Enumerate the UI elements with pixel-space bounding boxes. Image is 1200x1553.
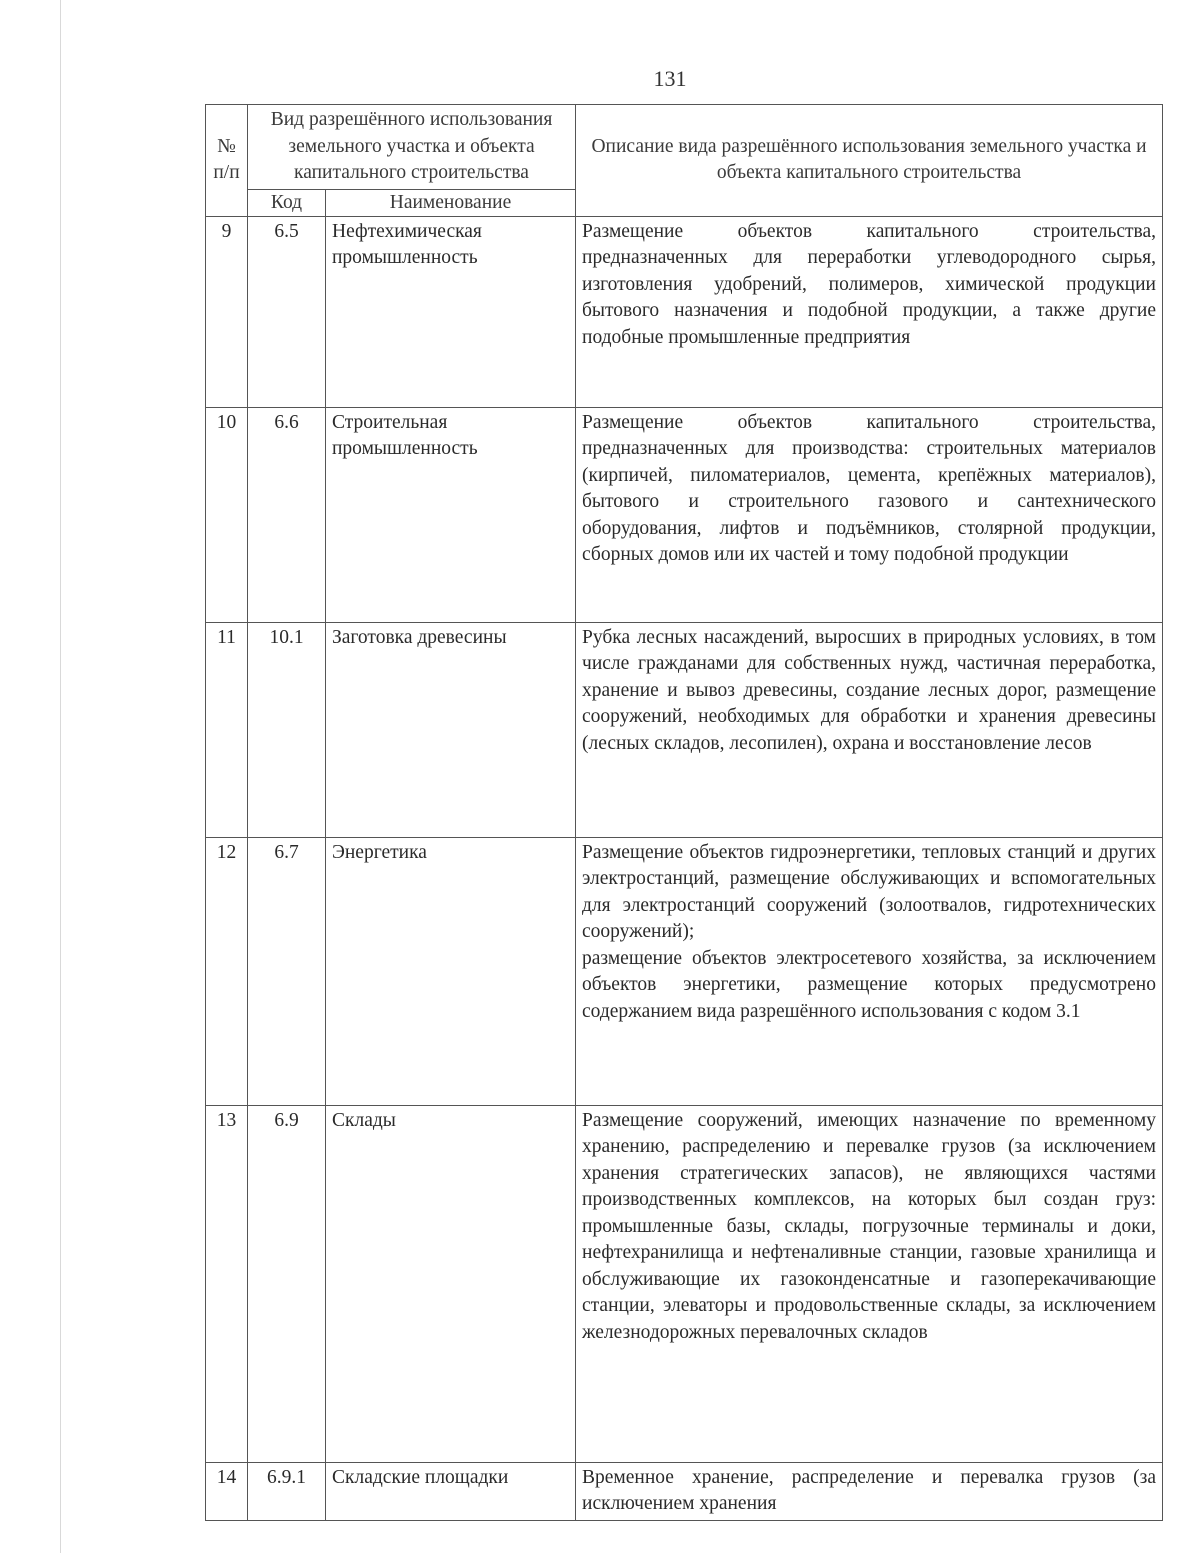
table-row: [206, 407, 1163, 622]
row-name: Нефтехимическая промышленность: [326, 216, 576, 407]
scan-edge-line: [60, 0, 61, 1553]
header-name: Наименование: [326, 189, 576, 216]
row-description-part-1: Размещение объектов гидроэнергетики, тепловых станций и других электростанций, размещение обслуживающих и вспомогательных для электростанций сооружений (золоотвалов, гидротехнических сооружений);: [582, 841, 1156, 942]
row-code: 10.1: [248, 622, 326, 837]
row-number: 9: [206, 216, 248, 407]
row-number: 13: [206, 1105, 248, 1462]
table-row: [206, 837, 1163, 1105]
row-name: Энергетика: [326, 837, 576, 1105]
row-number: 12: [206, 837, 248, 1105]
table-row: [206, 1462, 1163, 1520]
table-row: [206, 216, 1163, 407]
row-description: Временное хранение, распределение и перевалка грузов (за исключением хранения: [576, 1462, 1163, 1520]
row-code: 6.6: [248, 407, 326, 622]
row-name: Склады: [326, 1105, 576, 1462]
header-description: Описание вида разрешённого использования земельного участка и объекта капитального строительства: [576, 105, 1163, 217]
table-header-row: [206, 105, 1163, 190]
row-name: Строительная промышленность: [326, 407, 576, 622]
row-name: Заготовка древесины: [326, 622, 576, 837]
row-number: 14: [206, 1462, 248, 1520]
table-row: [206, 622, 1163, 837]
row-name: Складские площадки: [326, 1462, 576, 1520]
row-description: Размещение объектов капитального строительства, предназначенных для переработки углеводородного сырья, изготовления удобрений, полимеров, химической продукции бытового назначения и подобной продукции, а также другие подобные промышленные предприятия: [576, 216, 1163, 407]
row-code: 6.9.1: [248, 1462, 326, 1520]
row-description: Размещение объектов капитального строительства, предназначенных для производства: строительных материалов (кирпичей, пиломатериалов, цемента, крепёжных материалов), бытового и строительного газового и сантехнического оборудования, лифтов и подъёмников, столярной продукции, сборных домов или их частей и тому подобной продукции: [576, 407, 1163, 622]
header-group: Вид разрешённого использования земельного участка и объекта капитального строительства: [248, 105, 576, 190]
row-description: Рубка лесных насаждений, выросших в природных условиях, в том числе гражданами для собственных нужд, частичная переработка, хранение и вывоз древесины, создание лесных дорог, размещение сооружений, необходимых для обработки и хранения древесины (лесных складов, лесопилен), охрана и восстановление лесов: [576, 622, 1163, 837]
row-number: 11: [206, 622, 248, 837]
row-number: 10: [206, 407, 248, 622]
row-description: [576, 837, 1163, 1105]
row-code: 6.5: [248, 216, 326, 407]
row-code: 6.9: [248, 1105, 326, 1462]
header-code: Код: [248, 189, 326, 216]
row-description-part-2: размещение объектов электросетевого хозяйства, за исключением объектов энергетики, размещение которых предусмотрено содержанием вида разрешённого использования с кодом 3.1: [582, 947, 1156, 1022]
table-row: [206, 1105, 1163, 1462]
header-num: № п/п: [206, 105, 248, 217]
row-description: Размещение сооружений, имеющих назначение по временному хранению, распределению и перевалке грузов (за исключением хранения стратегических запасов), не являющихся частями производственных комплексов, на которых был создан груз: промышленные базы, склады, погрузочные терминалы и доки, нефтехранилища и нефтеналивные станции, газовые хранилища и обслуживающие их газоконденсатные и газоперекачивающие станции, элеваторы и продовольственные склады, за исключением железнодорожных перевалочных складов: [576, 1105, 1163, 1462]
row-code: 6.7: [248, 837, 326, 1105]
land-use-table: [205, 104, 1163, 1521]
page-number: 131: [653, 66, 687, 91]
